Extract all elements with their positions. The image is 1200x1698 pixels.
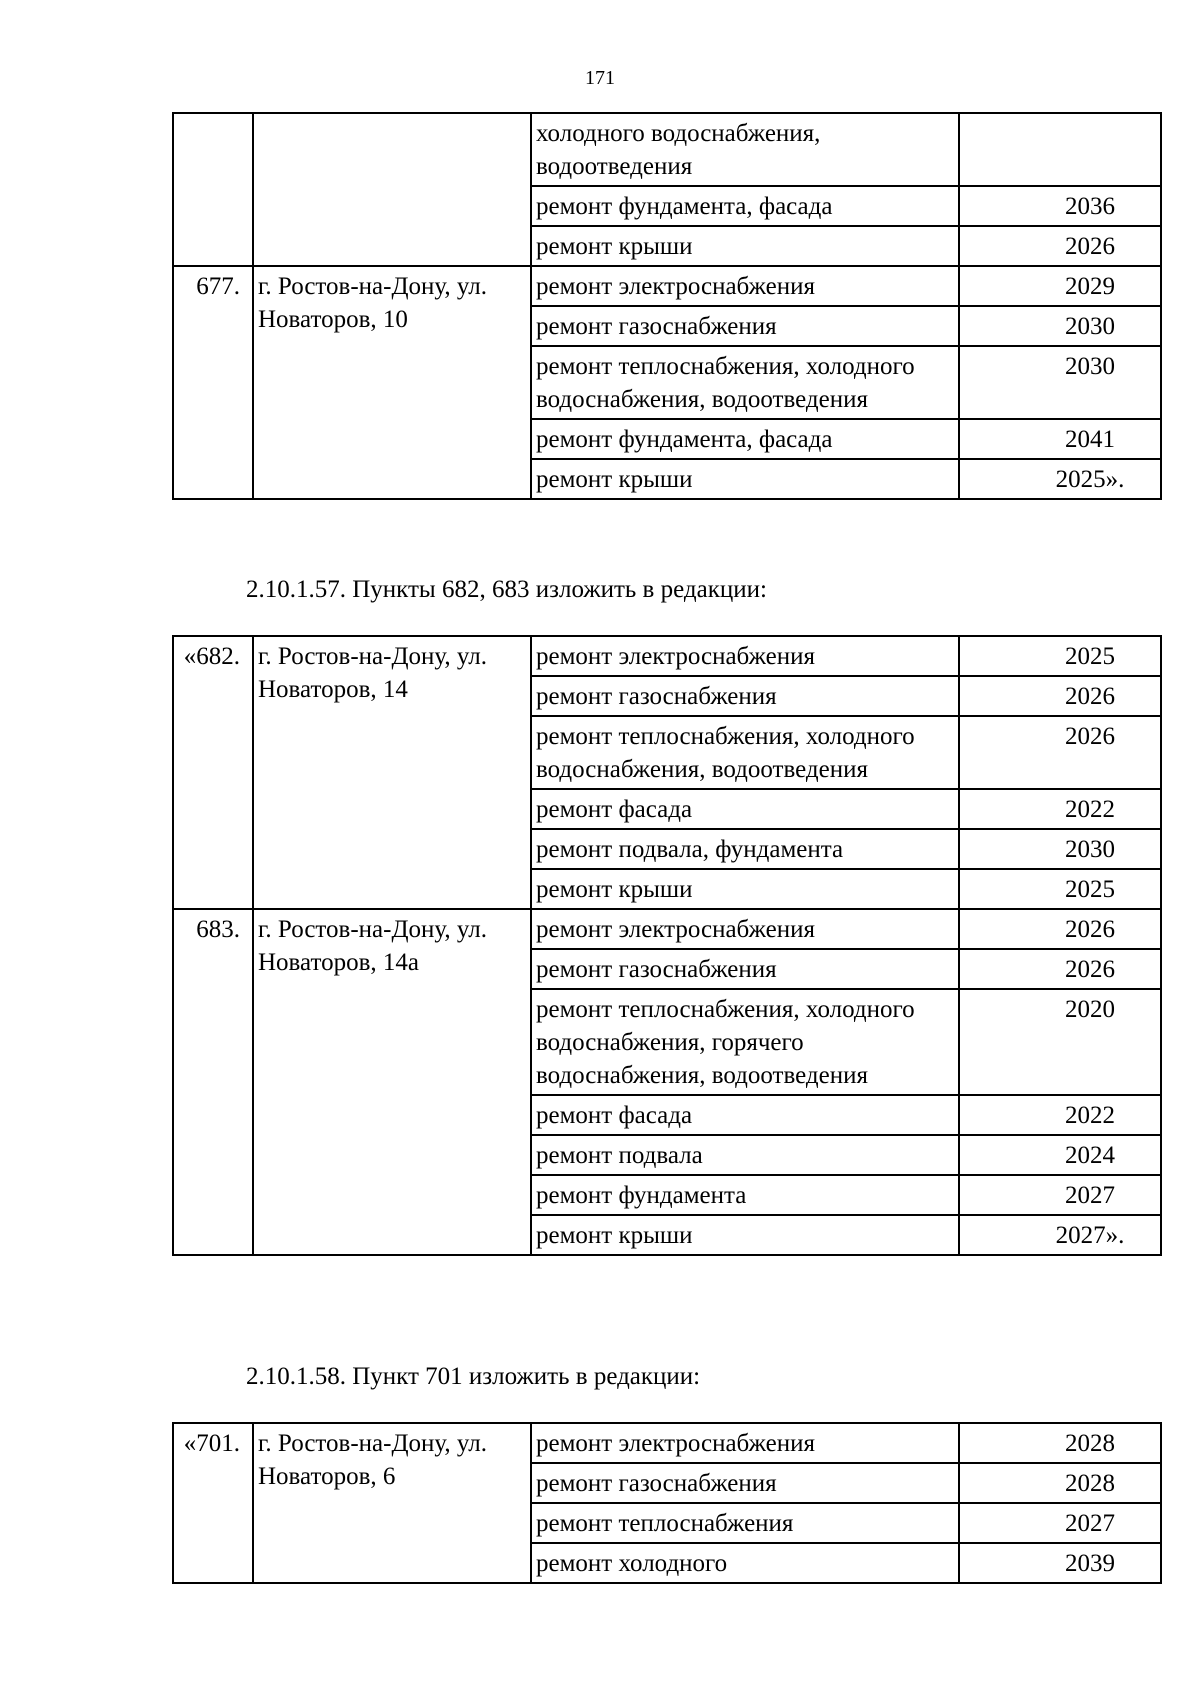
work-type-cell: ремонт крыши (531, 459, 959, 499)
work-type-cell: ремонт фасада (531, 789, 959, 829)
works-table-682-683 (172, 635, 1162, 1256)
table-row (173, 113, 1161, 186)
works-table-701 (172, 1422, 1162, 1584)
table-row (173, 1423, 1161, 1463)
year-cell: 2025 (959, 869, 1161, 909)
year-cell: 2024 (959, 1135, 1161, 1175)
year-cell: 2028 (959, 1423, 1161, 1463)
work-type-cell: ремонт фасада (531, 1095, 959, 1135)
year-cell: 2036 (959, 186, 1161, 226)
work-type-cell: ремонт электроснабжения (531, 266, 959, 306)
work-type-cell: ремонт газоснабжения (531, 949, 959, 989)
work-type-cell: ремонт крыши (531, 226, 959, 266)
year-cell: 2022 (959, 789, 1161, 829)
work-type-cell: ремонт подвала, фундамента (531, 829, 959, 869)
address-cell: г. Ростов-на-Дону, ул. Новаторов, 14а (253, 909, 531, 1255)
work-type-cell: ремонт фундамента, фасада (531, 419, 959, 459)
year-cell (959, 113, 1161, 186)
work-type-cell: ремонт теплоснабжения, холодного водоснабжения, водоотведения (531, 346, 959, 419)
work-type-cell: ремонт электроснабжения (531, 636, 959, 676)
year-cell: 2027 (959, 1503, 1161, 1543)
work-type-cell: ремонт теплоснабжения, холодного водоснабжения, водоотведения (531, 716, 959, 789)
work-type-cell: ремонт газоснабжения (531, 1463, 959, 1503)
address-cell (253, 113, 531, 266)
item-number-cell: «701. (173, 1423, 253, 1583)
work-type-cell: ремонт фундамента, фасада (531, 186, 959, 226)
table-row (173, 266, 1161, 306)
item-number-cell: 677. (173, 266, 253, 499)
work-type-cell: ремонт теплоснабжения, холодного водоснабжения, горячего водоснабжения, водоотведения (531, 989, 959, 1095)
year-cell: 2026 (959, 226, 1161, 266)
year-cell: 2027 (959, 1175, 1161, 1215)
year-cell: 2026 (959, 909, 1161, 949)
year-cell: 2030 (959, 306, 1161, 346)
work-type-cell: холодного водоснабжения, водоотведения (531, 113, 959, 186)
year-cell: 2026 (959, 676, 1161, 716)
table-row (173, 636, 1161, 676)
year-cell: 2025». (959, 459, 1161, 499)
year-cell: 2030 (959, 829, 1161, 869)
section-heading: 2.10.1.58. Пункт 701 изложить в редакции: (246, 1363, 701, 1390)
item-number-cell (173, 113, 253, 266)
year-cell: 2026 (959, 716, 1161, 789)
work-type-cell: ремонт теплоснабжения (531, 1503, 959, 1543)
address-cell: г. Ростов-на-Дону, ул. Новаторов, 14 (253, 636, 531, 909)
work-type-cell: ремонт крыши (531, 1215, 959, 1255)
year-cell: 2025 (959, 636, 1161, 676)
work-type-cell: ремонт газоснабжения (531, 306, 959, 346)
work-type-cell: ремонт фундамента (531, 1175, 959, 1215)
address-cell: г. Ростов-на-Дону, ул. Новаторов, 6 (253, 1423, 531, 1583)
year-cell: 2028 (959, 1463, 1161, 1503)
works-table-continued (172, 112, 1162, 500)
year-cell: 2026 (959, 949, 1161, 989)
item-number-cell: 683. (173, 909, 253, 1255)
work-type-cell: ремонт крыши (531, 869, 959, 909)
year-cell: 2027». (959, 1215, 1161, 1255)
address-cell: г. Ростов-на-Дону, ул. Новаторов, 10 (253, 266, 531, 499)
table-row (173, 909, 1161, 949)
work-type-cell: ремонт электроснабжения (531, 909, 959, 949)
year-cell: 2020 (959, 989, 1161, 1095)
page-number: 171 (585, 67, 615, 89)
section-heading: 2.10.1.57. Пункты 682, 683 изложить в редакции: (246, 576, 767, 603)
work-type-cell: ремонт холодного (531, 1543, 959, 1583)
item-number-cell: «682. (173, 636, 253, 909)
work-type-cell: ремонт газоснабжения (531, 676, 959, 716)
year-cell: 2039 (959, 1543, 1161, 1583)
year-cell: 2029 (959, 266, 1161, 306)
year-cell: 2041 (959, 419, 1161, 459)
year-cell: 2030 (959, 346, 1161, 419)
work-type-cell: ремонт подвала (531, 1135, 959, 1175)
work-type-cell: ремонт электроснабжения (531, 1423, 959, 1463)
year-cell: 2022 (959, 1095, 1161, 1135)
